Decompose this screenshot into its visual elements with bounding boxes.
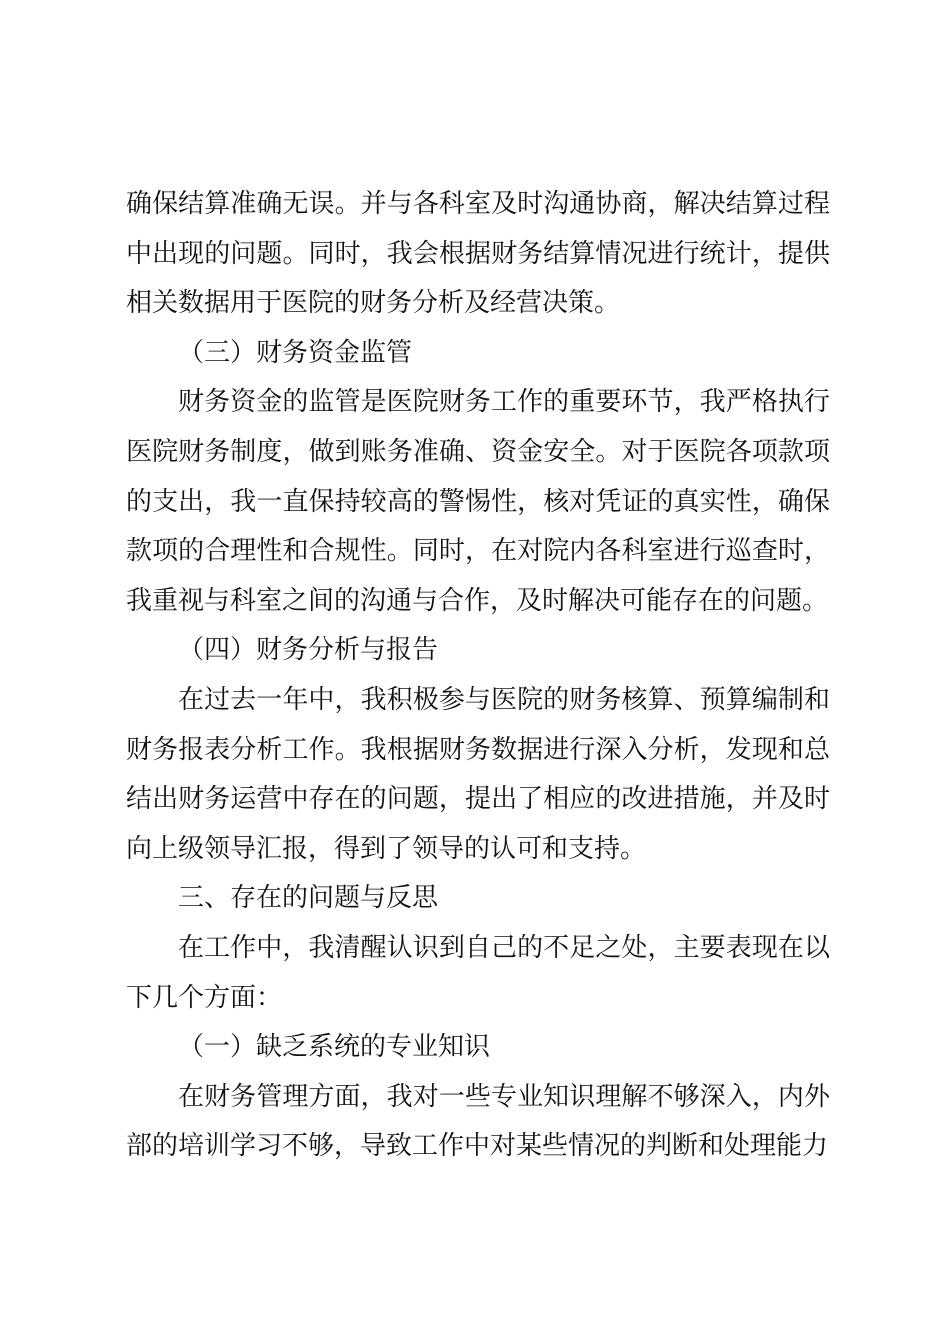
paragraph-fund-supervision: 财务资金的监管是医院财务工作的重要环节，我严格执行医院财务制度，做到账务准确、资金安全。对于医院各项款项的支出，我一直保持较高的警惕性，核对凭证的真实性，确保款项的合理性和合规性。同时，在对院内各科室进行巡查时，我重视与科室之间的沟通与合作，及时解决可能存在的问题。 — [126, 387, 830, 616]
paragraph-settlement-continued: 确保结算准确无误。并与各科室及时沟通协商，解决结算过程中出现的问题。同时，我会根据财务结算情况进行统计，提供相关数据用于医院的财务分析及经营决策。 — [126, 189, 830, 319]
document-body — [126, 180, 830, 1172]
paragraph-lack-knowledge: 在财务管理方面，我对一些专业知识理解不够深入，内外部的培训学习不够，导致工作中对某些情况的判断和处理能力 — [126, 1081, 830, 1162]
heading-problems-reflection: 三、存在的问题与反思 — [178, 883, 439, 914]
heading-financial-analysis: （四）财务分析与报告 — [178, 635, 439, 666]
heading-lack-knowledge: （一）缺乏系统的专业知识 — [178, 1032, 491, 1063]
paragraph-financial-analysis: 在过去一年中，我积极参与医院的财务核算、预算编制和财务报表分析工作。我根据财务数据进行深入分析，发现和总结出财务运营中存在的问题，提出了相应的改进措施，并及时向上级领导汇报，得到了领导的认可和支持。 — [126, 684, 830, 864]
heading-fund-supervision: （三）财务资金监管 — [178, 337, 413, 368]
paragraph-problems-intro: 在工作中，我清醒认识到自己的不足之处，主要表现在以下几个方面： — [126, 932, 830, 1013]
